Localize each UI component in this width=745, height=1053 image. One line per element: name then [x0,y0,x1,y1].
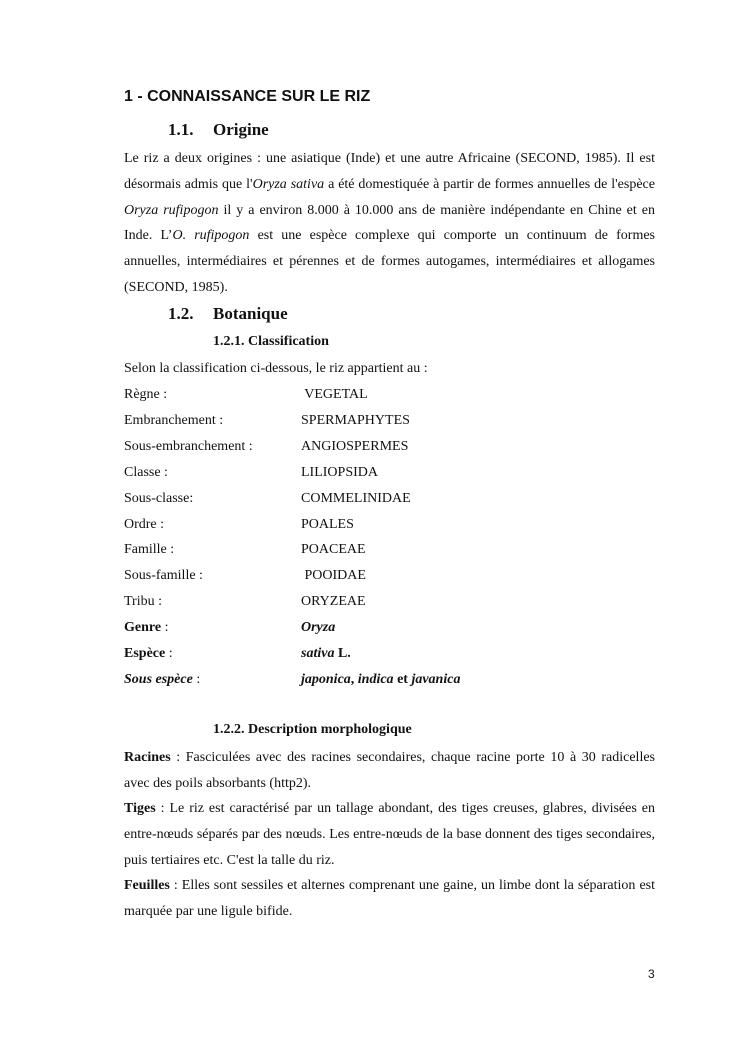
taxonomy-rank: Sous-embranchement : [124,438,253,454]
taxonomy-row [124,437,655,457]
taxonomy-rank: Ordre : [124,516,165,532]
taxonomy-value: POALES [301,516,354,532]
subsection-heading-morphologie: 1.2.2. Description morphologique [213,722,412,737]
taxonomy-value: ORYZEAE [301,594,366,610]
taxonomy-row [124,463,655,483]
classification-intro: Selon la classification ci-dessous, le riz appartient au : [124,361,428,376]
taxonomy-rank: Classe : [124,464,168,480]
subsection-heading-classification: 1.2.1. Classification [213,334,329,349]
chapter-heading: 1 - CONNAISSANCE SUR LE RIZ [124,88,371,105]
section-heading-origine: 1.1. Origine [168,120,269,139]
taxonomy-row [124,566,655,586]
taxonomy-value: SPERMAPHYTES [301,412,410,428]
taxonomy-row [124,385,655,405]
paragraph-racines: Racines : Fasciculées avec des racines secondaires, chaque racine porte 10 à 30 radicelles avec des poils absorbants (http2). [124,750,655,791]
taxonomy-row [124,411,655,431]
taxonomy-row-genre: Genre : Oryza [124,620,336,635]
paragraph-feuilles: Feuilles : Elles sont sessiles et alternes comprenant une gaine, un limbe dont la séparation est marquée par une ligule bifide. [124,878,655,919]
taxonomy-value: POACEAE [301,542,366,558]
taxonomy-rank: Tribu : [124,594,163,610]
taxonomy-value: LILIOPSIDA [301,464,378,480]
taxonomy-row [124,515,655,535]
taxonomy-row [124,540,655,560]
taxonomy-value: POOIDAE [301,568,366,584]
taxonomy-row [124,592,655,612]
taxonomy-rank: Sous-famille : [124,568,203,584]
section-heading-botanique: 1.2. Botanique [168,304,288,323]
taxonomy-value: ANGIOSPERMES [301,438,409,454]
taxonomy-value: VEGETAL [301,387,368,402]
taxonomy-row [124,489,655,509]
page-number: 3 [648,967,655,981]
paragraph-origine: Le riz a deux origines : une asiatique (Inde) et une autre Africaine (SECOND, 1985). Il est désormais admis que l'Oryza sativa a été domestiquée à partir de formes annuelles de l'espèce Oryza rufipogon il y a environ 8.000 à 10.000 ans de manière indépendante en Chine et en Inde. L’O. rufipogon est une espèce complexe qui comporte un continuum de formes annuelles, intermédiaires et pérennes et de formes autogames, intermédiaires et allogames (SECOND, 1985). [124,151,656,295]
taxonomy-rank: Sous-classe: [124,490,194,506]
taxonomy-rank: Embranchement : [124,412,224,428]
taxonomy-value: COMMELINIDAE [301,490,411,506]
taxonomy-rank: Famille : [124,542,175,558]
paragraph-tiges: Tiges : Le riz est caractérisé par un tallage abondant, des tiges creuses, glabres, divisées en entre-nœuds séparés par des nœuds. Les entre-nœuds de la base donnent des tiges secondaires, puis tertiaires etc. C'est la talle du riz. [124,801,655,868]
taxonomy-row-espece: Espèce : sativa L. [124,646,351,661]
taxonomy-row-sous-espece: Sous espèce : japonica, indica et javanica [124,672,461,687]
taxonomy-rank: Règne : [124,387,168,402]
